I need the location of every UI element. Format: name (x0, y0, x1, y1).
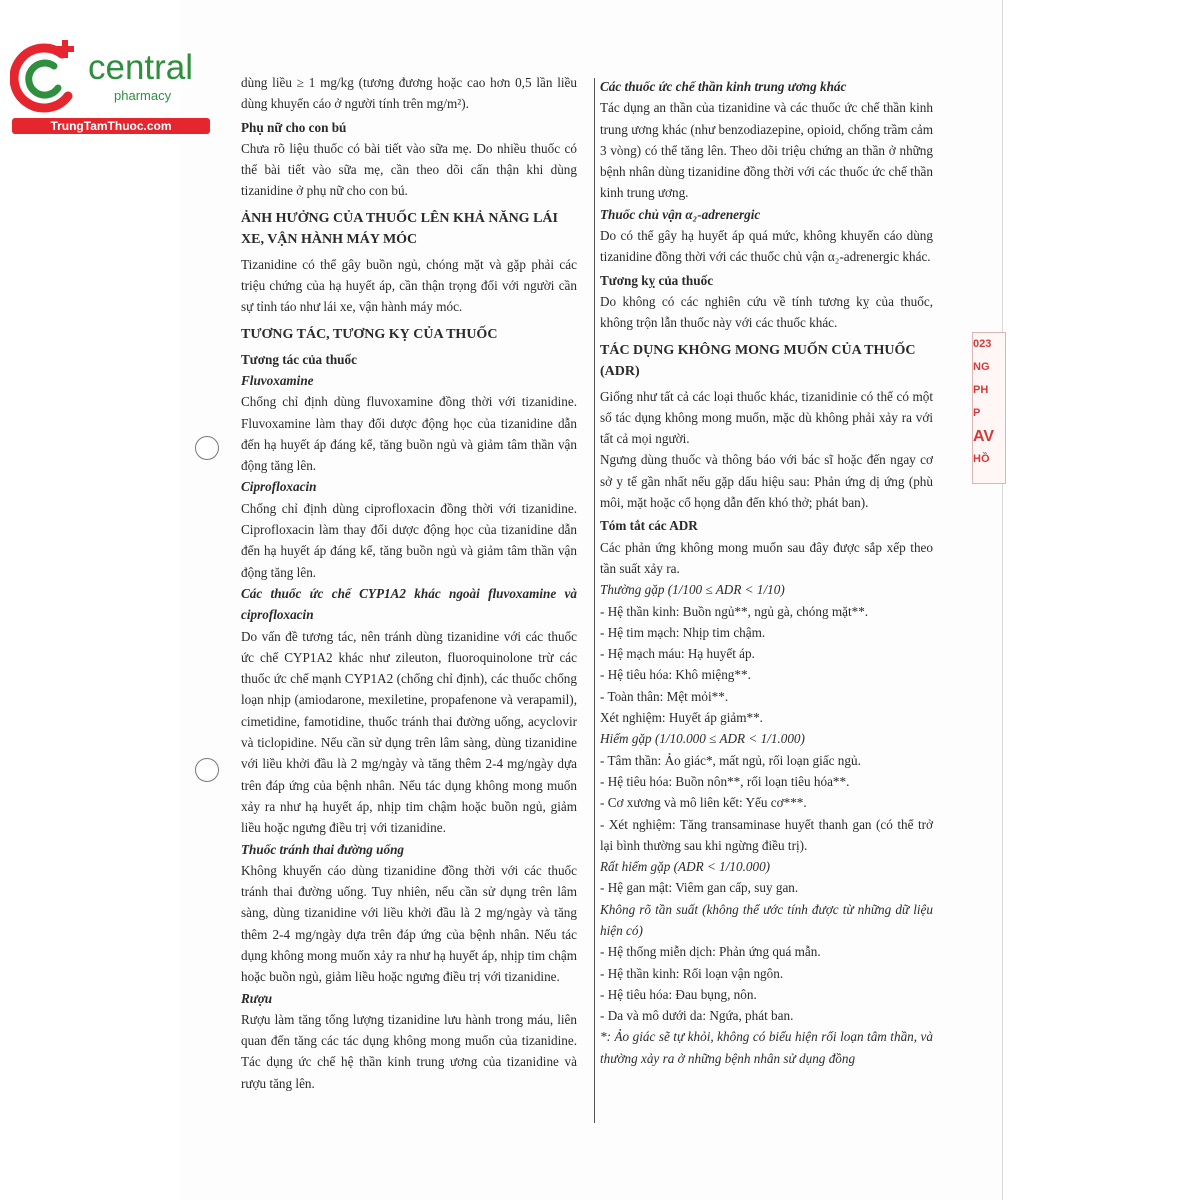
body-paragraph: Tizanidine có thể gây buồn ngủ, chóng mặt và gặp phải các triệu chứng của hạ huyết áp, cần thận trọng đối với người cần sự tỉnh táo như lái xe, vận hành máy móc. (241, 256, 577, 315)
body-paragraph: Không khuyến cáo dùng tizanidine đồng thời với các thuốc tránh thai đường uống. Tuy nhiên, nếu cần sử dụng trên lâm sàng, dùng tizanidine với liều khởi đầu là 2 mg/ngày và tăng thêm 2-4 mg/ngày dựa trên đáp ứng của bệnh nhân. Nếu tác dụng không mong muốn xảy ra như hạ huyết áp, nhịp tim chậm hoặc buồn ngủ, giảm liều hoặc ngưng điều trị với tizanidine. (241, 862, 577, 985)
subsection-heading: Phụ nữ cho con bú (241, 119, 347, 135)
stamp-line: 023 (973, 338, 992, 350)
left-text-column (241, 72, 577, 1094)
italic-label: *: Ảo giác sẽ tự khỏi, không có biểu hiện rối loạn tâm thần, và thường xảy ra ở những bệnh nhân sử dụng đồng (600, 1029, 933, 1066)
list-item: - Hệ tiêu hóa: Khô miệng**. (600, 667, 751, 683)
list-item: - Hệ thống miễn dịch: Phản ứng quá mẫn. (600, 944, 821, 960)
list-item: Xét nghiệm: Huyết áp giảm**. (600, 710, 763, 726)
list-item: - Hệ gan mật: Viêm gan cấp, suy gan. (600, 880, 799, 896)
stamp-line: P (973, 407, 981, 419)
list-item: - Tâm thần: Ảo giác*, mất ngủ, rối loạn giấc ngủ. (600, 752, 861, 768)
stamp-line: NG (973, 361, 990, 373)
list-item: - Hệ thần kinh: Buồn ngủ**, ngủ gà, chóng mặt**. (600, 603, 869, 619)
stamp-line: PH (973, 384, 989, 396)
section-heading: ẢNH HƯỞNG CỦA THUỐC LÊN KHẢ NĂNG LÁI XE, VẬN HÀNH MÁY MÓC (241, 210, 558, 247)
subsection-heading: Tương kỵ của thuốc (600, 272, 714, 288)
binder-hole (195, 758, 219, 782)
body-paragraph: Tác dụng an thần của tizanidine và các thuốc ức chế thần kinh trung ương khác (như benzodiazepine, opioid, chống trầm cảm 3 vòng) có thể tăng lên. Theo dõi triệu chứng an thần ở những bệnh nhân dùng tizanidine đồng thời với các thuốc ức chế thần kinh trung ương. (600, 100, 933, 201)
right-text-column (600, 76, 933, 1069)
list-item: - Toàn thân: Mệt mỏi**. (600, 688, 729, 704)
body-paragraph: Rượu làm tăng tổng lượng tizanidine lưu hành trong máu, liên quan đến tăng các tác dụng không mong muốn của tizanidine. Tác dụng ức chế hệ thần kinh trung ương của tizanidine và rượu tăng lên. (241, 1011, 577, 1091)
list-item: - Hệ tiêu hóa: Đau bụng, nôn. (600, 986, 757, 1002)
italic-label: Thường gặp (1/100 ≤ ADR < 1/10) (600, 582, 785, 598)
body-paragraph: Chưa rõ liệu thuốc có bài tiết vào sữa mẹ. Do nhiều thuốc có thể bài tiết vào sữa mẹ, cần theo dõi cẩn thận khi dùng tizanidine ở phụ nữ cho con bú. (241, 140, 577, 199)
drug-heading: Thuốc chủ vận α₂-adrenergic (600, 206, 761, 222)
red-stamp (972, 332, 1006, 484)
drug-heading: Các thuốc ức chế CYP1A2 khác ngoài fluvoxamine và ciprofloxacin (241, 585, 577, 623)
binder-hole (195, 436, 219, 460)
section-heading: TÁC DỤNG KHÔNG MONG MUỐN CỦA THUỐC (ADR) (600, 342, 916, 379)
list-item: - Hệ tiêu hóa: Buồn nôn**, rối loạn tiêu hóa**. (600, 773, 850, 789)
list-item: - Xét nghiệm: Tăng transaminase huyết thanh gan (có thể trở lại bình thường sau khi ngừng điều trị). (600, 816, 933, 853)
logo-mark-icon (10, 36, 86, 116)
subsection-heading: Tóm tắt các ADR (600, 518, 698, 534)
body-paragraph: dùng liều ≥ 1 mg/kg (tương đương hoặc cao hơn 0,5 lần liều dùng khuyến cáo ở người tính trên mg/m²). (241, 75, 577, 112)
body-paragraph: Chống chỉ định dùng ciprofloxacin đồng thời với tizanidine. Ciprofloxacin làm thay đổi dược động học của tizanidine dẫn đến hạ huyết áp đáng kể, tăng buồn ngủ và giảm tâm thần vận động tăng lên. (241, 500, 577, 580)
list-item: - Hệ thần kinh: Rối loạn vận ngôn. (600, 965, 784, 981)
pharmacy-logo (10, 36, 210, 136)
list-item: - Cơ xương và mô liên kết: Yếu cơ***. (600, 795, 807, 811)
body-paragraph: Do vấn đề tương tác, nên tránh dùng tizanidine với các thuốc ức chế CYP1A2 khác như zileuton, fluoroquinolone trừ các thuốc ức chế mạnh CYP1A2 (chống chỉ định), các thuốc chống loạn nhịp (amiodarone, mexiletine, propafenone và verapamil), cimetidine, famotidine, thuốc tránh thai đường uống, acyclovir và ticlopidine. Nếu cần sử dụng trên lâm sàng, dùng tizanidine với liều khởi đầu là 2 mg/ngày và tăng thêm 2-4 mg/ngày dựa trên đáp ứng của bệnh nhân. Nếu tác dụng không mong muốn xảy ra như hạ huyết áp, nhịp tim chậm hoặc buồn ngủ, giảm liều hoặc ngưng điều trị với tizanidine. (241, 628, 577, 836)
body-paragraph: Ngưng dùng thuốc và thông báo với bác sĩ hoặc đến ngay cơ sở y tế gần nhất nếu gặp dấu hiệu sau: Phản ứng dị ứng (phù môi, mặt hoặc cổ họng dẫn đến khó thở; phát ban). (600, 452, 933, 511)
list-item: - Hệ mạch máu: Hạ huyết áp. (600, 646, 755, 662)
list-item: - Da và mô dưới da: Ngứa, phát ban. (600, 1008, 794, 1024)
italic-label: Rất hiếm gặp (ADR < 1/10.000) (600, 859, 771, 875)
body-paragraph: Giống như tất cả các loại thuốc khác, tizanidinie có thể có một số tác dụng không mong muốn, mặc dù không phải xảy ra với tất cả mọi người. (600, 388, 933, 447)
list-item: - Hệ tim mạch: Nhịp tim chậm. (600, 624, 766, 640)
body-paragraph: Do không có các nghiên cứu về tính tương kỵ của thuốc, không trộn lẫn thuốc này với các thuốc khác. (600, 293, 933, 331)
section-heading: TƯƠNG TÁC, TƯƠNG KỴ CỦA THUỐC (241, 326, 498, 342)
column-divider (594, 78, 595, 1123)
italic-label: Không rõ tần suất (không thể ước tính được từ những dữ liệu hiện có) (600, 901, 933, 938)
body-paragraph: Các phản ứng không mong muốn sau đây được sắp xếp theo tần suất xảy ra. (600, 539, 933, 576)
subsection-heading: Tương tác của thuốc (241, 351, 357, 367)
stamp-line: HỒ (973, 453, 990, 465)
logo-sub-text: pharmacy (114, 88, 172, 103)
body-paragraph: Do có thể gây hạ huyết áp quá mức, không khuyến cáo dùng tizanidine đồng thời với các thuốc chủ vận α₂-adrenergic khác. (600, 228, 933, 265)
drug-heading: Các thuốc ức chế thần kinh trung ương khác (600, 79, 847, 94)
logo-brand-text: central (88, 48, 194, 87)
drug-heading: Fluvoxamine (241, 372, 314, 388)
body-paragraph: Chống chỉ định dùng fluvoxamine đồng thời với tizanidine. Fluvoxamine làm thay đổi dược động học của tizanidine dẫn đến hạ huyết áp đáng kể, tăng buồn ngủ và giảm tâm thần vận động tăng lên. (241, 394, 577, 474)
drug-heading: Ciprofloxacin (241, 479, 317, 495)
drug-heading: Rượu (241, 990, 273, 1006)
stamp-line: AV (973, 428, 995, 445)
drug-heading: Thuốc tránh thai đường uống (241, 841, 405, 857)
italic-label: Hiếm gặp (1/10.000 ≤ ADR < 1/1.000) (600, 731, 805, 747)
logo-site-banner: TrungTamThuoc.com (12, 118, 210, 134)
